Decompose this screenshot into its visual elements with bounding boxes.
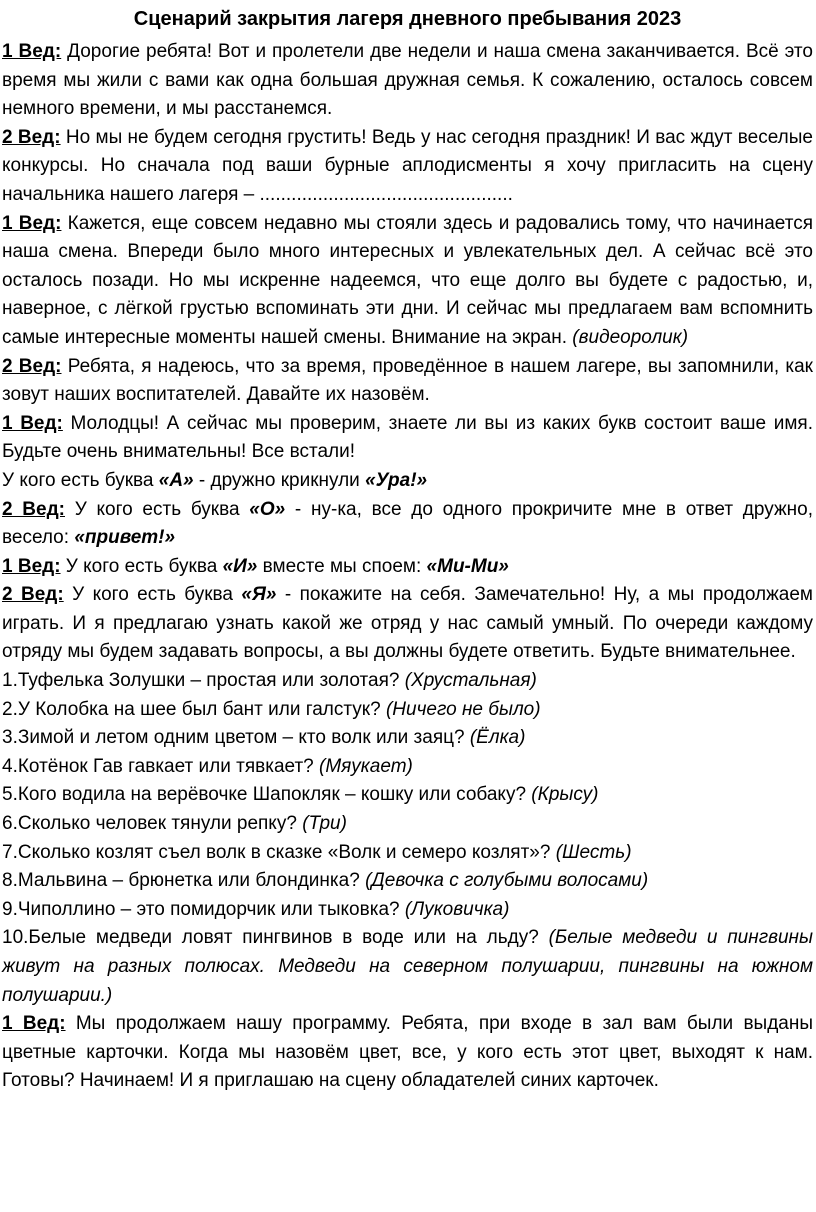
quiz-question [2, 839, 813, 868]
speaker-label: 1 Вед: [2, 555, 61, 577]
answer-highlight: «Ура!» [365, 469, 428, 491]
letter-highlight: «Я» [241, 584, 277, 606]
paragraph-text: У кого есть буква [2, 469, 159, 491]
paragraph-text: Но мы не будем сегодня грустить! Ведь у нас сегодня праздник! И вас ждут веселые конкурсы. Но сначала под ваши бурные аплодисменты я хочу пригласить на сцену начальника нашего лагеря – ................................................ [2, 126, 813, 205]
paragraph-text: - дружно крикнули [193, 469, 366, 491]
question-answer: (Шесть) [555, 841, 632, 863]
quiz-question [2, 867, 813, 896]
paragraph-text: У кого есть буква [63, 584, 242, 606]
speaker-label: 2 Вед: [2, 126, 61, 148]
paragraph-text: - покажите на себя. Замечательно! Ну, а мы продолжаем играть. И я предлагаю узнать какой же отряд у нас самый умный. По очереди каждому отряду мы будем задавать вопросы, а вы должны будете ответить. Будьте внимательнее. [2, 584, 813, 663]
paragraph-text: Молодцы! А сейчас мы проверим, знаете ли вы из каких букв состоит ваше имя. Будьте очень внимательны! Все встали! [2, 412, 813, 463]
answer-highlight: «Ми-Ми» [426, 555, 509, 577]
question-text: 8.Мальвина – брюнетка или блондинка? [2, 870, 366, 892]
paragraph-4 [2, 353, 813, 410]
question-text: 3.Зимой и летом одним цветом – кто волк или заяц? [2, 727, 470, 749]
question-answer: (Крысу) [531, 784, 599, 806]
question-answer: (Девочка с голубыми волосами) [365, 870, 649, 892]
speaker-label: 2 Вед: [2, 498, 65, 520]
paragraph-text: - ну-ка, все до одного прокричите мне в ответ дружно, весело: [2, 498, 813, 549]
question-text: 4.Котёнок Гав гавкает или тявкает? [2, 755, 319, 777]
quiz-question [2, 724, 813, 753]
quiz-question [2, 667, 813, 696]
paragraph-2 [2, 124, 813, 210]
question-text: 5.Кого водила на верёвочке Шапокляк – кошку или собаку? [2, 784, 532, 806]
question-answer: (Три) [302, 813, 347, 835]
quiz-question [2, 810, 813, 839]
quiz-question [2, 896, 813, 925]
question-text: 10.Белые медведи ловят пингвинов в воде или на льду? [2, 927, 549, 949]
question-text: 6.Сколько человек тянули репку? [2, 813, 303, 835]
answer-highlight: «привет!» [74, 527, 176, 549]
paragraph-text: вместе мы споем: [257, 555, 427, 577]
quiz-question [2, 924, 813, 1010]
quiz-question [2, 781, 813, 810]
paragraph-7 [2, 496, 813, 553]
speaker-label: 2 Вед: [2, 355, 62, 377]
paragraph-5 [2, 410, 813, 467]
question-answer: (Хрустальная) [404, 670, 537, 692]
question-answer: (Ничего не было) [385, 698, 541, 720]
question-answer: (Белые медведи и пингвины живут на разных полюсах. Медведи на северном полушарии, пингвины на южном полушарии.) [2, 927, 813, 1006]
paragraph-text: У кого есть буква [64, 498, 250, 520]
question-answer: (Ёлка) [469, 727, 526, 749]
quiz-question [2, 696, 813, 725]
quiz-question [2, 753, 813, 782]
letter-highlight: «И» [222, 555, 258, 577]
paragraph-text: Дорогие ребята! Вот и пролетели две недели и наша смена заканчивается. Всё это время мы жили с вами как одна большая дружная семья. К сожалению, осталось совсем немного времени, и мы расстанемся. [2, 41, 813, 120]
quiz-question-list [2, 667, 813, 1010]
paragraph-8 [2, 553, 813, 582]
question-text: 2.У Колобка на шее был бант или галстук? [2, 698, 386, 720]
paragraph-text: У кого есть буква [60, 555, 223, 577]
paragraph-3 [2, 210, 813, 353]
document-title: Сценарий закрытия лагеря дневного пребывания 2023 [133, 8, 682, 30]
question-text: 7.Сколько козлят съел волк в сказке «Волк и семеро козлят»? [2, 841, 556, 863]
paragraph-1 [2, 38, 813, 124]
paragraph-text: Ребята, я надеюсь, что за время, проведённое в нашем лагере, вы запомнили, как зовут наших воспитателей. Давайте их назовём. [2, 355, 813, 406]
paragraph-9 [2, 581, 813, 667]
question-answer: (Луковичка) [404, 898, 510, 920]
paragraph-6 [2, 467, 813, 496]
paragraph-text: Мы продолжаем нашу программу. Ребята, при входе в зал вам были выданы цветные карточки. Когда мы назовём цвет, все, у кого есть этот цвет, выходят к нам. Готовы? Начинаем! И я приглашаю на сцену обладателей синих карточек. [2, 1013, 813, 1092]
question-answer: (Мяукает) [319, 755, 413, 777]
letter-highlight: «А» [158, 469, 194, 491]
speaker-label: 1 Вед: [2, 212, 62, 234]
speaker-label: 1 Вед: [2, 41, 62, 62]
question-text: 9.Чиполлино – это помидорчик или тыковка? [2, 898, 405, 920]
letter-highlight: «О» [249, 498, 286, 520]
speaker-label: 1 Вед: [2, 412, 63, 434]
paragraph-10 [2, 1010, 813, 1096]
paragraph-text: Кажется, еще совсем недавно мы стояли здесь и радовались тому, что начинается наша смена. Впереди было много интересных и увлекательных дел. А сейчас всё это осталось позади. Но мы искренне надеемся, что еще долго вы будете с радостью, и, наверное, с лёгкой грустью вспоминать эти дни. И сейчас мы предлагаем вам вспомнить самые интересные моменты нашей смены. Внимание на экран. [2, 212, 813, 348]
speaker-label: 1 Вед: [2, 1013, 66, 1035]
question-text: 1.Туфелька Золушки – простая или золотая? [2, 670, 405, 692]
stage-note: (видеоролик) [572, 326, 689, 348]
speaker-label: 2 Вед: [2, 584, 64, 606]
